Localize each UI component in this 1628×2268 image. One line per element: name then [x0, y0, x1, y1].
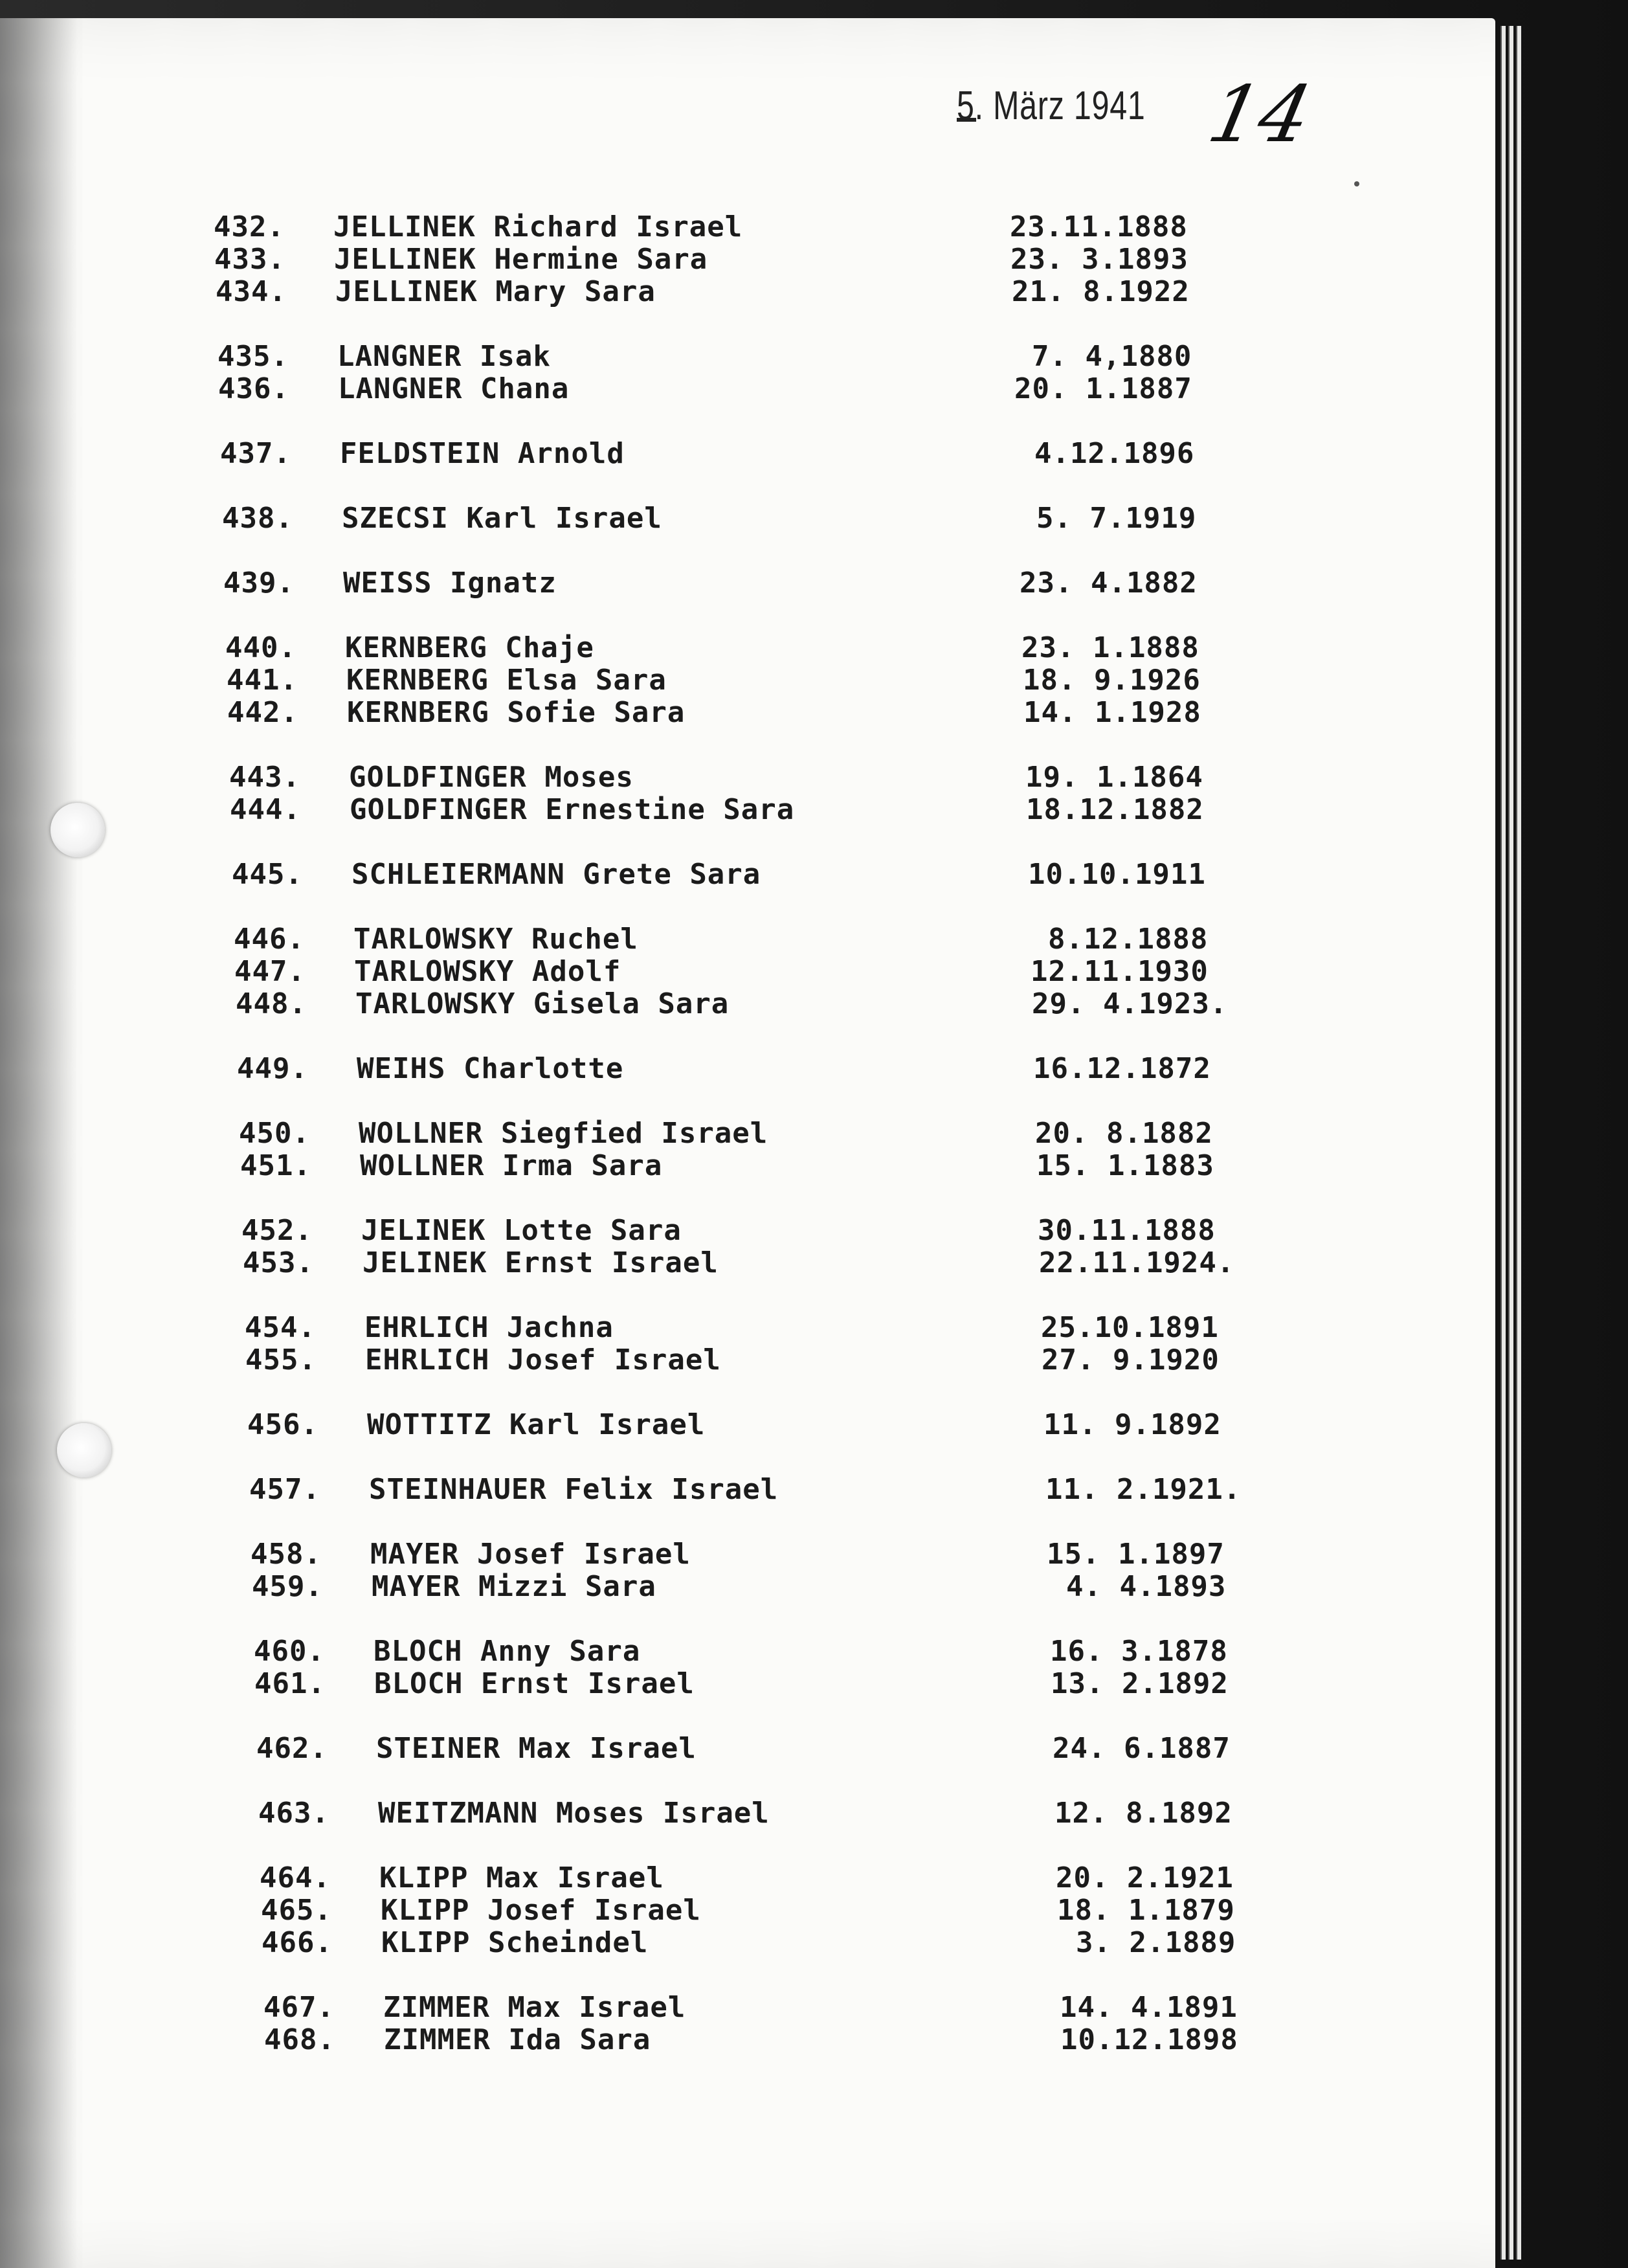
entry-number: 463. — [258, 1797, 329, 1830]
entry-birth-date: 24. 6.1887 — [1053, 1732, 1231, 1765]
entry-birth-date: 23. 3.1893 — [1010, 243, 1188, 276]
page-edge — [1508, 26, 1513, 2260]
entry-number: 460. — [254, 1635, 325, 1668]
entry-name: KLIPP Max Israel — [379, 1861, 664, 1894]
entry-name: ZIMMER Max Israel — [383, 1991, 686, 2024]
entry-name: SZECSI Karl Israel — [342, 502, 662, 535]
entry-number: 459. — [252, 1570, 323, 1603]
entry-birth-date: 22.11.1924. — [1039, 1246, 1235, 1279]
entry-name: BLOCH Anny Sara — [374, 1635, 641, 1668]
entry-number: 440. — [225, 631, 296, 664]
entry-number: 457. — [249, 1473, 320, 1506]
entry-name: JELINEK Lotte Sara — [361, 1214, 682, 1247]
entry-number: 434. — [216, 275, 287, 308]
entry-number: 435. — [217, 340, 289, 373]
entry-number: 446. — [234, 923, 305, 956]
entry-number: 445. — [232, 858, 303, 891]
entry-name: TARLOWSKY Gisela Sara — [355, 987, 730, 1020]
entry-birth-date: 29. 4.1923. — [1032, 987, 1228, 1020]
entry-number: 448. — [236, 987, 307, 1020]
entry-birth-date: 18.12.1882 — [1026, 793, 1204, 826]
entry-name: WOTTITZ Karl Israel — [367, 1408, 706, 1441]
entry-number: 443. — [229, 761, 300, 794]
entry-name: LANGNER Chana — [338, 372, 570, 405]
entry-birth-date: 27. 9.1920 — [1042, 1343, 1220, 1376]
entry-name: WEISS Ignatz — [343, 567, 557, 600]
page-edge — [1500, 26, 1506, 2260]
entry-number: 437. — [220, 437, 291, 470]
entry-name: KERNBERG Chaje — [345, 631, 594, 664]
entry-name: WEITZMANN Moses Israel — [378, 1797, 770, 1830]
ink-speck — [1354, 181, 1359, 186]
entry-birth-date: 11. 9.1892 — [1043, 1408, 1221, 1441]
entry-name: MAYER Josef Israel — [370, 1538, 691, 1571]
received-date-stamp: 5. März 1941 — [957, 84, 1146, 128]
entry-name: JELLINEK Richard Israel — [333, 210, 743, 243]
entry-name: TARLOWSKY Ruchel — [353, 923, 638, 956]
page-edge — [1516, 26, 1521, 2260]
entry-birth-date: 4. 4.1893 — [1066, 1570, 1227, 1603]
entry-number: 458. — [251, 1538, 322, 1571]
entry-name: WOLLNER Siegfied Israel — [359, 1117, 768, 1150]
entry-number: 449. — [237, 1052, 308, 1085]
entry-number: 454. — [245, 1311, 316, 1344]
entry-birth-date: 16.12.1872 — [1033, 1052, 1211, 1085]
handwritten-page-number: 14 — [1201, 70, 1319, 160]
entry-number: 450. — [239, 1117, 310, 1150]
entry-name: JELLINEK Mary Sara — [335, 275, 656, 308]
entry-number: 456. — [247, 1408, 318, 1441]
entry-number: 451. — [240, 1149, 311, 1182]
entry-number: 441. — [227, 664, 298, 697]
entry-name: KERNBERG Sofie Sara — [347, 696, 686, 729]
entry-name: FELDSTEIN Arnold — [340, 437, 625, 470]
entry-number: 436. — [218, 372, 289, 405]
entry-birth-date: 25.10.1891 — [1041, 1311, 1219, 1344]
entry-name: JELLINEK Hermine Sara — [334, 243, 708, 276]
entry-birth-date: 16. 3.1878 — [1050, 1635, 1228, 1668]
entry-name: KERNBERG Elsa Sara — [346, 664, 667, 697]
entry-birth-date: 14. 4.1891 — [1060, 1991, 1238, 2024]
entry-birth-date: 18. 9.1926 — [1023, 664, 1201, 697]
entry-birth-date: 15. 1.1883 — [1036, 1149, 1214, 1182]
entry-number: 462. — [256, 1732, 328, 1765]
entry-birth-date: 21. 8.1922 — [1012, 275, 1190, 308]
entry-name: JELINEK Ernst Israel — [362, 1246, 719, 1279]
punch-hole-top — [50, 803, 105, 857]
entry-number: 438. — [222, 502, 293, 535]
entry-number: 467. — [263, 1991, 335, 2024]
entry-birth-date: 10.10.1911 — [1028, 858, 1206, 891]
entry-birth-date: 18. 1.1879 — [1057, 1894, 1235, 1927]
entry-number: 468. — [264, 2023, 335, 2056]
entry-name: GOLDFINGER Moses — [349, 761, 634, 794]
document-page — [0, 18, 1495, 2268]
entry-number: 466. — [262, 1926, 333, 1959]
entry-birth-date: 4.12.1896 — [1034, 437, 1195, 470]
entry-birth-date: 13. 2.1892 — [1051, 1667, 1229, 1700]
entry-birth-date: 8.12.1888 — [1048, 923, 1209, 956]
entry-name: WOLLNER Irma Sara — [360, 1149, 663, 1182]
entry-number: 465. — [261, 1894, 332, 1927]
entry-number: 461. — [254, 1667, 326, 1700]
entry-number: 433. — [214, 243, 285, 276]
entry-name: LANGNER Isak — [337, 340, 551, 373]
entry-name: BLOCH Ernst Israel — [374, 1667, 695, 1700]
entry-birth-date: 20. 8.1882 — [1035, 1117, 1213, 1150]
entry-number: 432. — [214, 210, 285, 243]
entry-birth-date: 30.11.1888 — [1038, 1214, 1216, 1247]
entry-birth-date: 20. 1.1887 — [1014, 372, 1192, 405]
entry-name: STEINHAUER Felix Israel — [369, 1473, 779, 1506]
entry-birth-date: 23.11.1888 — [1010, 210, 1188, 243]
entry-number: 453. — [243, 1246, 314, 1279]
entry-birth-date: 20. 2.1921 — [1056, 1861, 1234, 1894]
entry-name: STEINER Max Israel — [376, 1732, 697, 1765]
entry-birth-date: 7. 4,1880 — [1032, 340, 1192, 373]
entry-birth-date: 5. 7.1919 — [1036, 502, 1197, 535]
entry-name: TARLOWSKY Adolf — [354, 955, 621, 988]
entry-name: MAYER Mizzi Sara — [372, 1570, 656, 1603]
entry-name: KLIPP Josef Israel — [381, 1894, 701, 1927]
entry-birth-date: 11. 2.1921. — [1045, 1473, 1242, 1506]
entry-birth-date: 3. 2.1889 — [1076, 1926, 1236, 1959]
scan-shadow — [0, 18, 78, 2268]
entry-birth-date: 23. 1.1888 — [1021, 631, 1199, 664]
entry-number: 452. — [241, 1214, 313, 1247]
entry-name: ZIMMER Ida Sara — [384, 2023, 651, 2056]
entry-name: WEIHS Charlotte — [357, 1052, 624, 1085]
entry-number: 439. — [223, 567, 295, 600]
entry-birth-date: 15. 1.1897 — [1047, 1538, 1225, 1571]
entry-name: EHRLICH Jachna — [364, 1311, 614, 1344]
entry-birth-date: 23. 4.1882 — [1020, 567, 1198, 600]
entry-name: EHRLICH Josef Israel — [365, 1343, 721, 1376]
entry-number: 455. — [245, 1343, 317, 1376]
entry-birth-date: 12.11.1930 — [1031, 955, 1209, 988]
entry-name: SCHLEIERMANN Grete Sara — [351, 858, 761, 891]
entry-birth-date: 10.12.1898 — [1060, 2023, 1238, 2056]
entry-number: 442. — [227, 696, 298, 729]
entry-name: GOLDFINGER Ernestine Sara — [350, 793, 795, 826]
entry-name: KLIPP Scheindel — [381, 1926, 649, 1959]
entry-birth-date: 19. 1.1864 — [1025, 761, 1203, 794]
entry-birth-date: 14. 1.1928 — [1023, 696, 1201, 729]
entry-number: 447. — [234, 955, 306, 988]
entry-number: 444. — [230, 793, 301, 826]
entry-birth-date: 12. 8.1892 — [1054, 1797, 1232, 1830]
entry-number: 464. — [260, 1861, 331, 1894]
punch-hole-bottom — [57, 1423, 111, 1477]
